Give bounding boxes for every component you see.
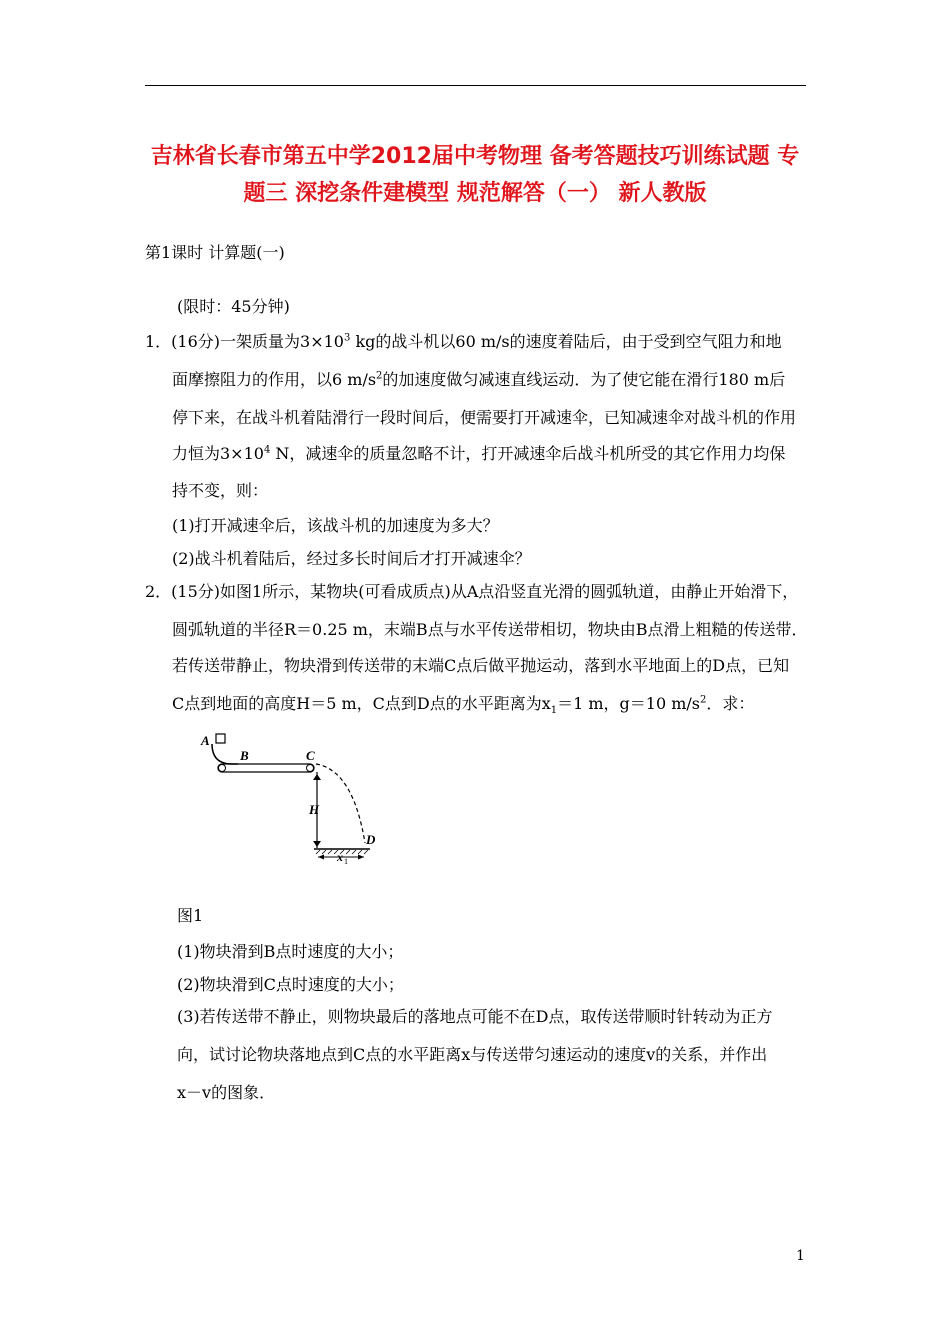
label-x-sub: 1 — [344, 857, 348, 864]
conveyor-belt — [218, 764, 314, 772]
block-shape — [216, 734, 225, 743]
q2-line-3: 若传送带静止，物块滑到传送带的末端C点后做平抛运动，落到水平地面上的D点，已知 — [172, 656, 790, 675]
q2-part-3-line-2: 向，试讨论物块落地点到C点的水平距离x与传送带匀速运动的速度v的关系，并作出 — [177, 1045, 768, 1064]
distance-arrow-right — [358, 855, 364, 860]
header-rule — [145, 85, 806, 86]
label-A: A — [201, 733, 210, 748]
figure-label: 图1 — [177, 906, 204, 925]
label-H: H — [309, 802, 320, 817]
q1-part-2: (2)战斗机着陆后，经过多长时间后才打开减速伞？ — [172, 549, 531, 568]
height-arrow-bottom — [313, 841, 321, 847]
title-line-1: 吉林省长春市第五中学2012届中考物理 备考答题技巧训练试题 专 — [150, 144, 800, 169]
q1-line-5: 持不变，则： — [172, 481, 269, 500]
q2-line-4: C点到地面的高度H＝5 m，C点到D点的水平距离为$x_1=1$ m，g＝10 $m/s^2$．求： — [172, 694, 755, 717]
label-C: C — [306, 748, 315, 763]
roller-right — [307, 765, 314, 772]
roller-left — [219, 765, 226, 772]
q1-line-4: 力恒为$3\times 10^4$ N，减速伞的质量忽略不计，打开减速伞后战斗机所受的其它作用力均保 — [172, 444, 786, 463]
q2-part-1: (1)物块滑到B点时速度的大小； — [177, 942, 404, 961]
q1-part-1: (1)打开减速伞后，该战斗机的加速度为多大？ — [172, 516, 499, 535]
label-D: D — [366, 832, 376, 847]
label-B: B — [240, 748, 249, 763]
figure-1-diagram — [198, 728, 408, 864]
q2-line-1: 2．(15分)如图1所示，某物块(可看成质点)从A点沿竖直光滑的圆弧轨道，由静止开始滑下， — [145, 582, 799, 601]
q1-line-3: 停下来，在战斗机着陆滑行一段时间后，便需要打开减速伞，已知减速伞对战斗机的作用 — [172, 408, 797, 427]
q1-line-2: 面摩擦阻力的作用，以6 $m/s^2$的加速度做匀减速直线运动．为了使它能在滑行180 m后 — [172, 370, 786, 389]
label-x: x — [337, 850, 343, 864]
q1-line-1: 1．(16分)一架质量为$3\times 10^3$ kg的战斗机以60 m/s的速度着陆后，由于受到空气阻力和地 — [145, 332, 782, 351]
page-number: 1 — [796, 1248, 805, 1264]
q2-part-2: (2)物块滑到C点时速度的大小； — [177, 975, 404, 994]
arc-track — [212, 744, 238, 764]
section-heading: 第1课时 计算题(一) — [145, 243, 285, 262]
q2-part-3-line-1: (3)若传送带不静止，则物块最后的落地点可能不在D点，取传送带顺时针转动为正方 — [177, 1007, 773, 1026]
q2-line-2: 圆弧轨道的半径R＝0.25 m，末端B点与水平传送带相切，物块由B点滑上粗糙的传送带． — [172, 620, 808, 639]
trajectory — [316, 764, 365, 843]
distance-arrow-left — [318, 855, 324, 860]
time-limit: (限时：45分钟) — [177, 297, 290, 316]
title-line-2: 题三 深挖条件建模型 规范解答（一） 新人教版 — [243, 181, 707, 206]
q2-part-3-line-3: x－v的图象． — [177, 1083, 276, 1102]
height-arrow-top — [313, 774, 321, 780]
